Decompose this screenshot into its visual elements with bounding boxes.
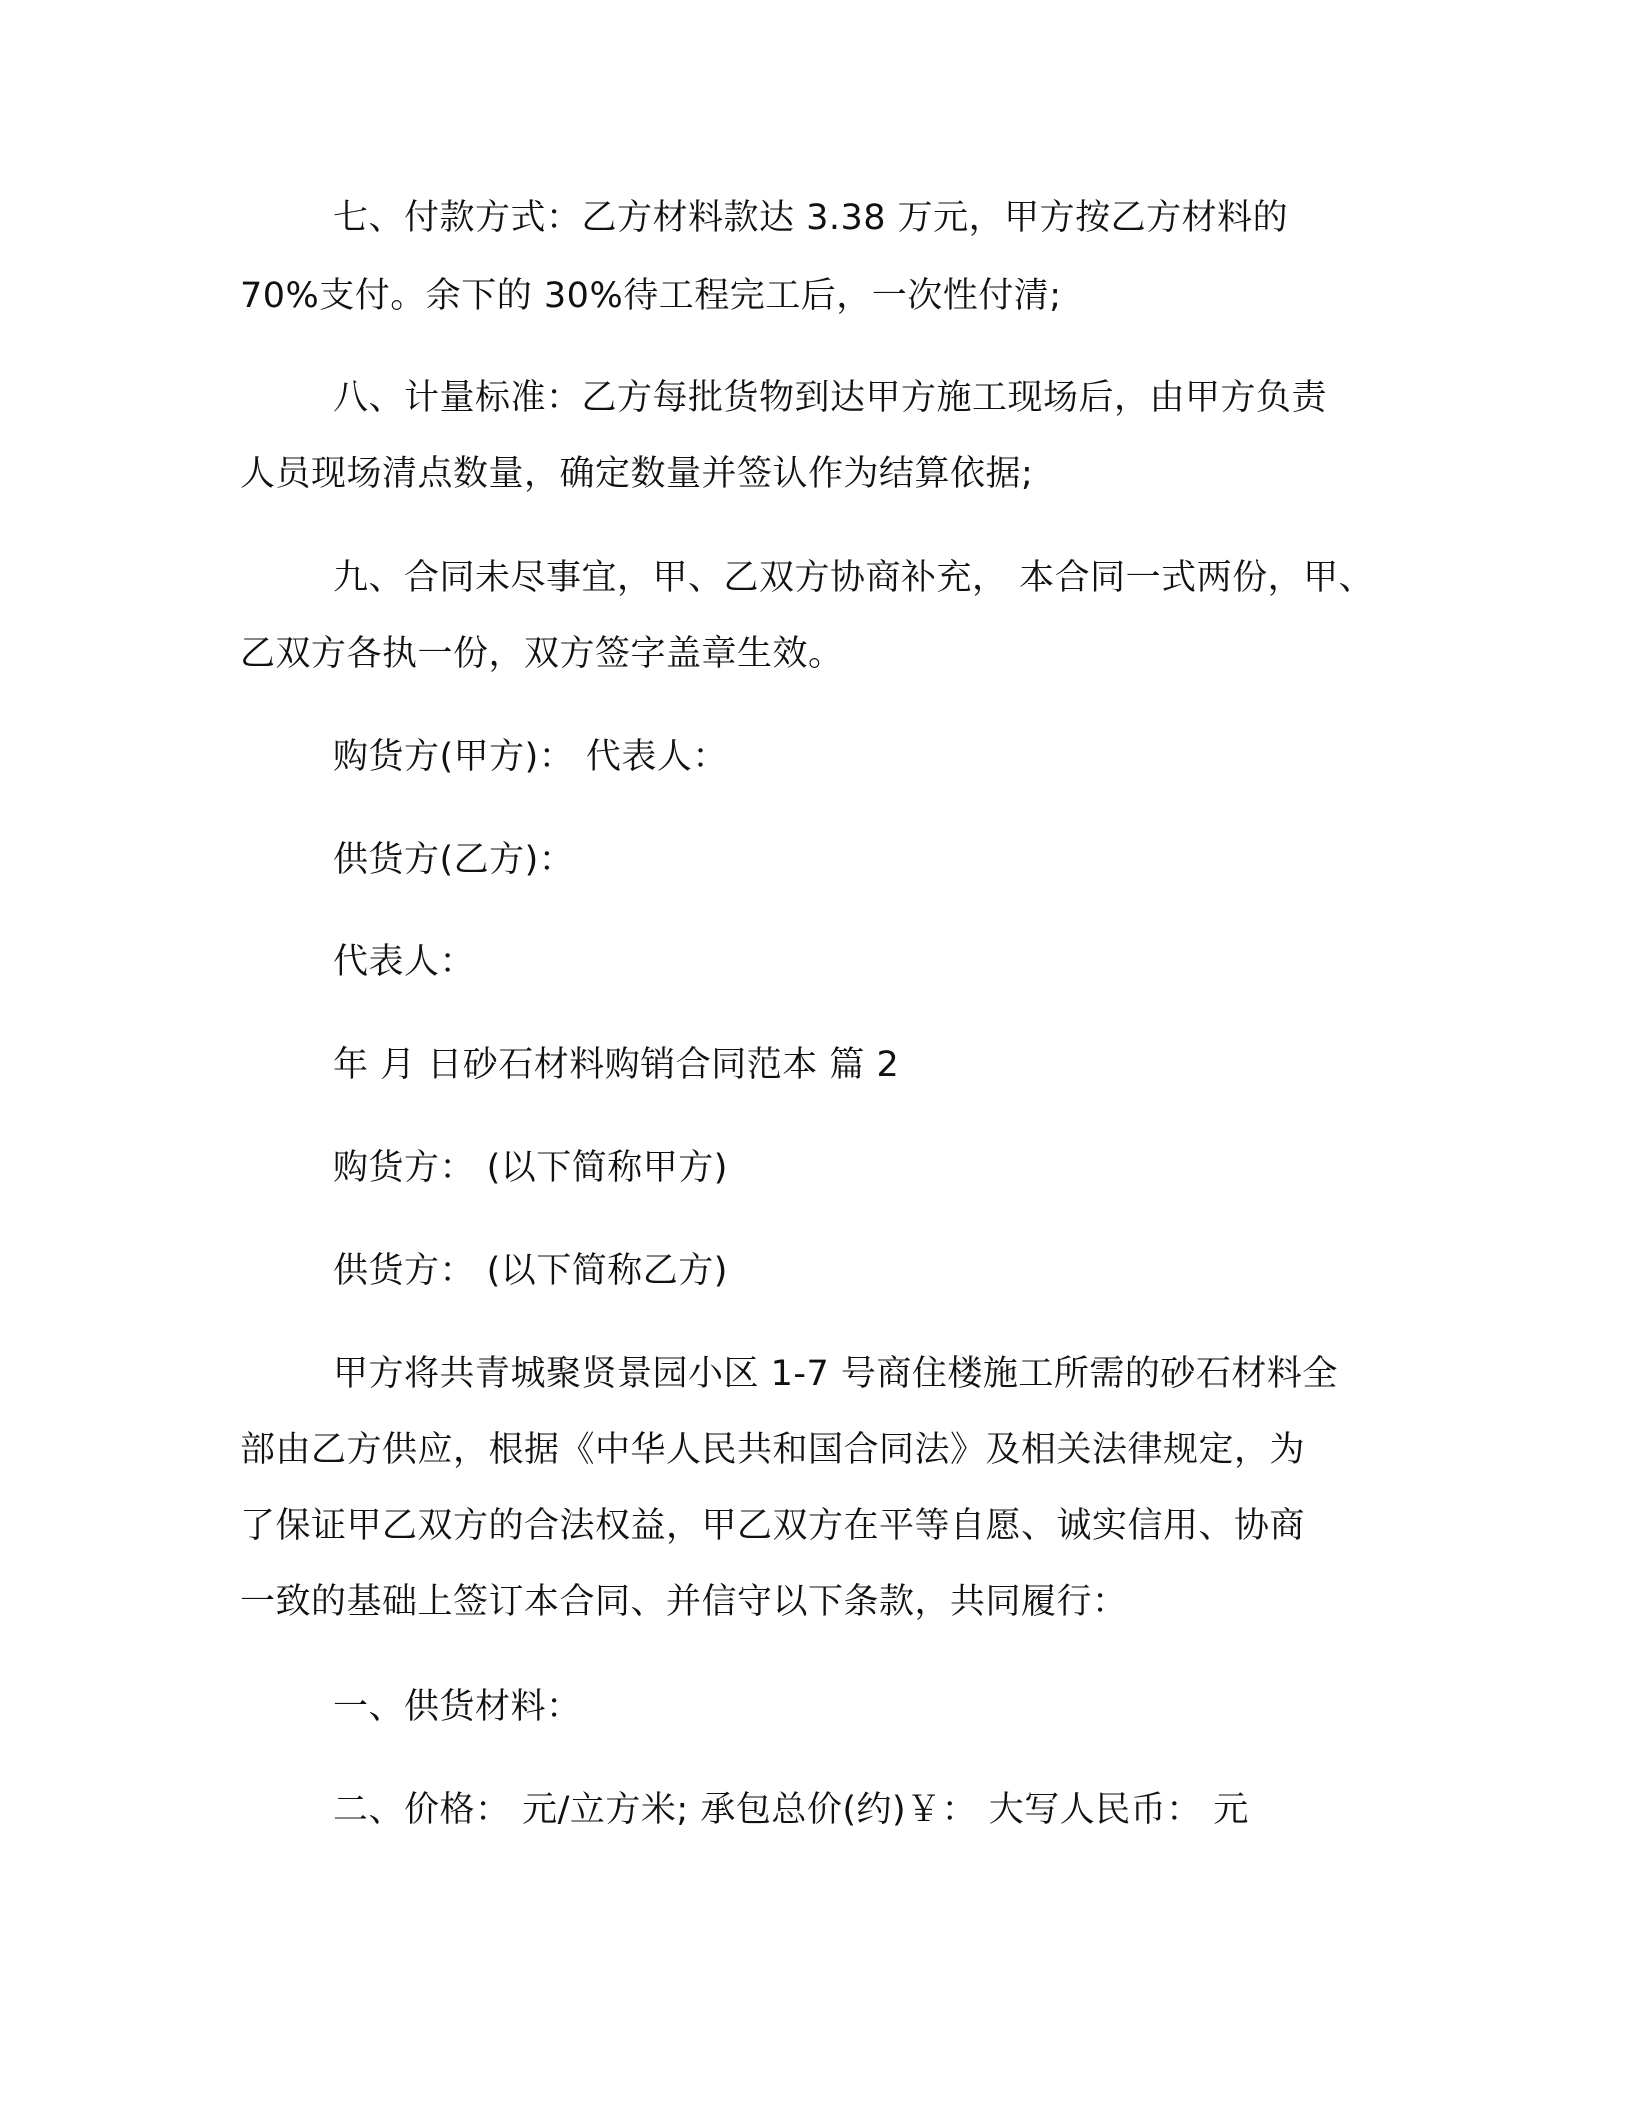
clause-9-line-2: 乙双方各执一份，双方签字盖章生效。 [240, 634, 844, 674]
supplier-line: 供货方： (以下简称乙方) [333, 1251, 728, 1291]
date-and-title-line: 年 月 日砂石材料购销合同范本 篇 2 [333, 1045, 900, 1085]
clause-8-line-1: 八、计量标准：乙方每批货物到达甲方施工现场后，由甲方负责 [333, 378, 1328, 418]
preamble-line-4: 一致的基础上签订本合同、并信守以下条款，共同履行： [240, 1582, 1128, 1622]
clause-1-line: 一、供货材料： [333, 1687, 582, 1727]
clause-7-line-1: 七、付款方式：乙方材料款达 3.38 万元，甲方按乙方材料的 [333, 198, 1289, 238]
buyer-line: 购货方： (以下简称甲方) [333, 1148, 728, 1188]
representative-line: 代表人： [333, 942, 476, 982]
clause-9-line-1: 九、合同未尽事宜，甲、乙双方协商补充， 本合同一式两份，甲、 [333, 558, 1375, 598]
buyer-signature-line: 购货方(甲方)： 代表人： [333, 737, 728, 777]
supplier-signature-line: 供货方(乙方)： [333, 840, 575, 880]
preamble-line-1: 甲方将共青城聚贤景园小区 1-7 号商住楼施工所需的砂石材料全 [333, 1354, 1338, 1394]
clause-2-line: 二、价格： 元/立方米; 承包总价(约)￥： 大写人民币： 元 [333, 1790, 1249, 1830]
clause-7-line-2: 70%支付。余下的 30%待工程完工后，一次性付清; [240, 276, 1062, 316]
clause-8-line-2: 人员现场清点数量，确定数量并签认作为结算依据; [240, 454, 1034, 494]
preamble-line-2: 部由乙方供应，根据《中华人民共和国合同法》及相关法律规定，为 [240, 1430, 1306, 1470]
preamble-line-3: 了保证甲乙双方的合法权益，甲乙双方在平等自愿、诚实信用、协商 [240, 1506, 1306, 1546]
